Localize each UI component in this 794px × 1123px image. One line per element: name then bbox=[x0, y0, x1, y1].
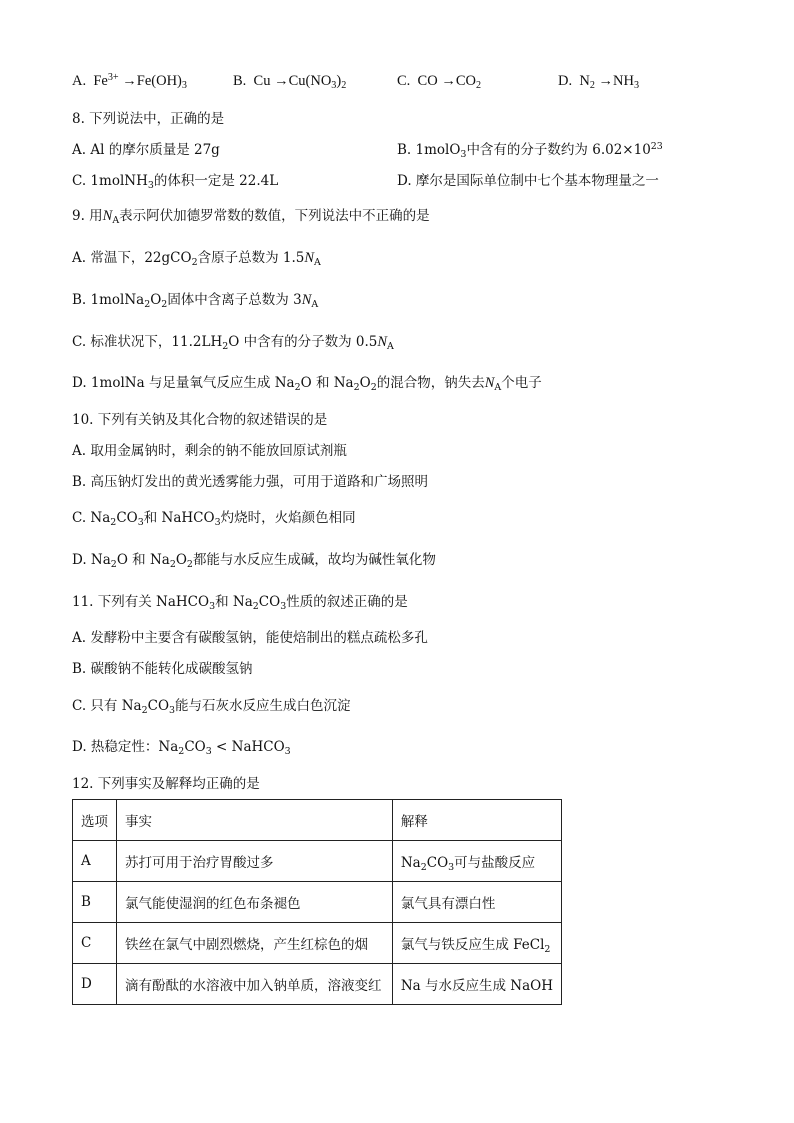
q12-table bbox=[72, 799, 562, 1005]
table-row bbox=[73, 923, 562, 964]
q12-stem: 12. 下列事实及解释均正确的是 bbox=[72, 776, 260, 792]
q9-option-b: B. $1molNa_2O_2$固体中含离子总数为 $3N_A$ bbox=[72, 292, 319, 310]
row-fact: 铁丝在氯气中剧烈燃烧，产生红棕色的烟 bbox=[117, 923, 393, 964]
row-fact: 苏打可用于治疗胃酸过多 bbox=[117, 841, 393, 882]
row-option: C bbox=[73, 923, 117, 964]
header-fact: 事实 bbox=[117, 800, 393, 841]
q11-stem: 11. 下列有关 NaHCO$_3$和 $Na_2CO_3$性质的叙述正确的是 bbox=[72, 594, 408, 612]
row-option: A bbox=[73, 841, 117, 882]
q11-option-c: C. 只有 $Na_2CO_3$能与石灰水反应生成白色沉淀 bbox=[72, 698, 351, 716]
table-header-row bbox=[73, 800, 562, 841]
table-row bbox=[73, 964, 562, 1005]
q7-option-a: A. $Fe^{3+} \to Fe(OH)_3$ bbox=[72, 72, 187, 91]
q8-option-b: B. 1molO$_3$中含有的分子数约为 $6.02\times 10^{23}$ bbox=[397, 141, 663, 160]
header-option: 选项 bbox=[73, 800, 117, 841]
table-row bbox=[73, 841, 562, 882]
row-fact: 氯气能使湿润的红色布条褪色 bbox=[117, 882, 393, 923]
q8-stem: 8. 下列说法中，正确的是 bbox=[72, 111, 225, 127]
q10-option-c: C. $Na_2CO_3$和 NaHCO$_3$灼烧时，火焰颜色相同 bbox=[72, 510, 356, 528]
row-explanation: 氯气具有漂白性 bbox=[392, 882, 561, 923]
row-option: D bbox=[73, 964, 117, 1005]
row-explanation: 氯气与铁反应生成 FeCl$_2$ bbox=[392, 923, 561, 964]
row-option: B bbox=[73, 882, 117, 923]
q8-option-a: A. Al 的摩尔质量是 27g bbox=[72, 142, 220, 158]
q10-option-d: D. $Na_2O$ 和 $Na_2O_2$都能与水反应生成碱，故均为碱性氧化物 bbox=[72, 552, 436, 570]
q10-option-a: A. 取用金属钠时，剩余的钠不能放回原试剂瓶 bbox=[72, 443, 347, 459]
table-row bbox=[73, 882, 562, 923]
q11-option-d: D. 热稳定性：$Na_2CO_3$ < NaHCO$_3$ bbox=[72, 739, 291, 757]
q9-option-d: D. 1molNa 与足量氧气反应生成 $Na_2O$ 和 $Na_2O_2$的混合物，钠失去$N_A$个电子 bbox=[72, 375, 542, 393]
q10-stem: 10. 下列有关钠及其化合物的叙述错误的是 bbox=[72, 412, 328, 428]
q9-option-a: A. 常温下，22gCO$_2$含原子总数为 $1.5N_A$ bbox=[72, 250, 321, 268]
row-explanation: $Na_2CO_3$可与盐酸反应 bbox=[392, 841, 561, 882]
q7-option-b: B. $Cu \to Cu(NO_3)_2$ bbox=[233, 73, 347, 91]
header-explanation: 解释 bbox=[392, 800, 561, 841]
row-explanation: Na 与水反应生成 NaOH bbox=[392, 964, 561, 1005]
q11-option-b: B. 碳酸钠不能转化成碳酸氢钠 bbox=[72, 661, 253, 677]
q10-option-b: B. 高压钠灯发出的黄光透雾能力强，可用于道路和广场照明 bbox=[72, 474, 429, 490]
q8-option-d: D. 摩尔是国际单位制中七个基本物理量之一 bbox=[397, 173, 659, 189]
q7-option-c: C. CO $\to CO_2$ bbox=[397, 73, 482, 91]
q9-stem: 9. 用$N_A$表示阿伏加德罗常数的数值，下列说法中不正确的是 bbox=[72, 208, 430, 226]
q7-option-d: D. $N_2 \to NH_3$ bbox=[558, 73, 640, 91]
row-fact: 滴有酚酞的水溶液中加入钠单质，溶液变红 bbox=[117, 964, 393, 1005]
q9-option-c: C. 标准状况下，$11.2LH_2O$ 中含有的分子数为 $0.5N_A$ bbox=[72, 334, 394, 352]
q8-option-c: C. 1molNH$_3$的体积一定是 22.4L bbox=[72, 173, 279, 191]
q11-option-a: A. 发酵粉中主要含有碳酸氢钠，能使焙制出的糕点疏松多孔 bbox=[72, 630, 428, 646]
